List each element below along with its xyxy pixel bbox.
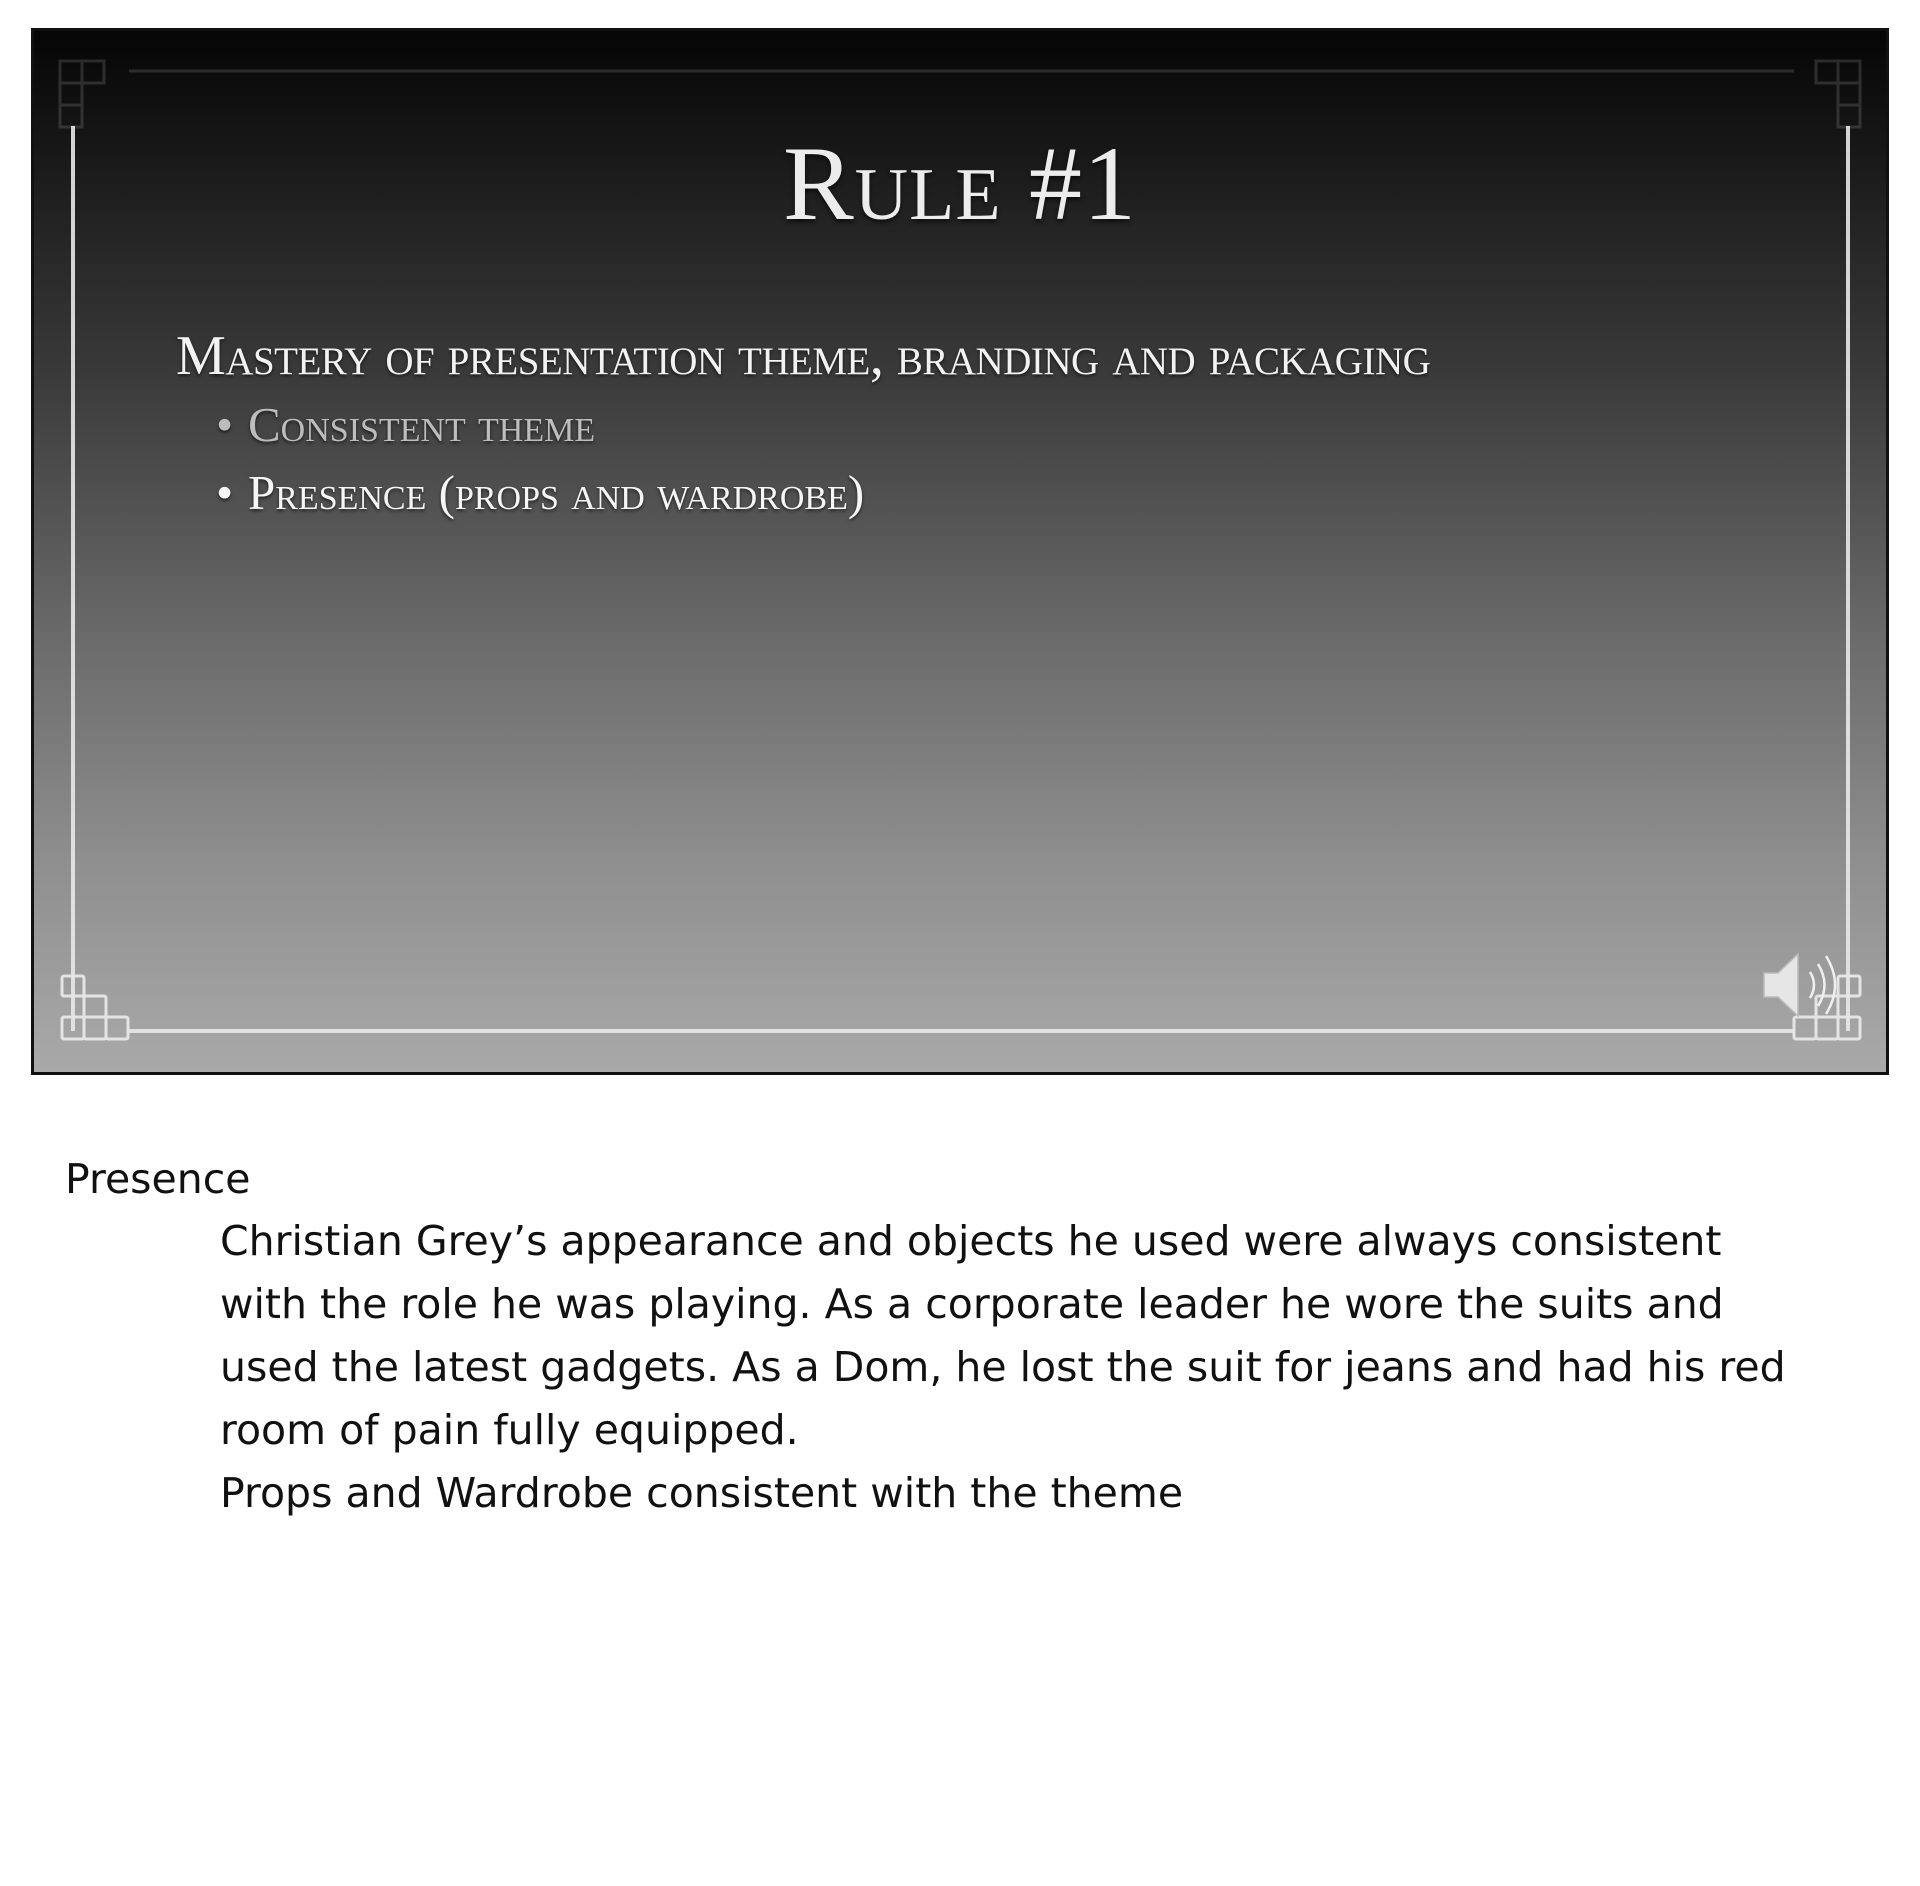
notes-body bbox=[220, 1210, 1820, 1525]
bullet-item-text: Presence (props and wardrobe) bbox=[248, 465, 865, 520]
notes-paragraph: Christian Grey’s appearance and objects he used were always consistent with the role he was playing. As a corporate leader he wore the suits and used the latest gadgets. As a Dom, he lost the suit for jeans and had his red room of pain fully equipped. bbox=[220, 1217, 1786, 1454]
slide-heading: Mastery of presentation theme, branding and packaging bbox=[176, 325, 1431, 387]
slide bbox=[31, 28, 1889, 1075]
slide-content bbox=[176, 321, 1430, 527]
bullet-item bbox=[176, 391, 1430, 459]
speaker-notes bbox=[65, 1148, 1865, 1525]
bullet-item-text: Consistent theme bbox=[248, 397, 596, 452]
notes-heading: Presence bbox=[65, 1155, 251, 1203]
bullet-glyph: • bbox=[216, 397, 234, 452]
notes-paragraph: Props and Wardrobe consistent with the theme bbox=[220, 1469, 1184, 1517]
slide-title: Rule #1 bbox=[782, 125, 1138, 242]
bullet-item bbox=[176, 459, 1430, 527]
speaker-icon[interactable] bbox=[1760, 946, 1842, 1024]
bullet-glyph: • bbox=[216, 465, 234, 520]
